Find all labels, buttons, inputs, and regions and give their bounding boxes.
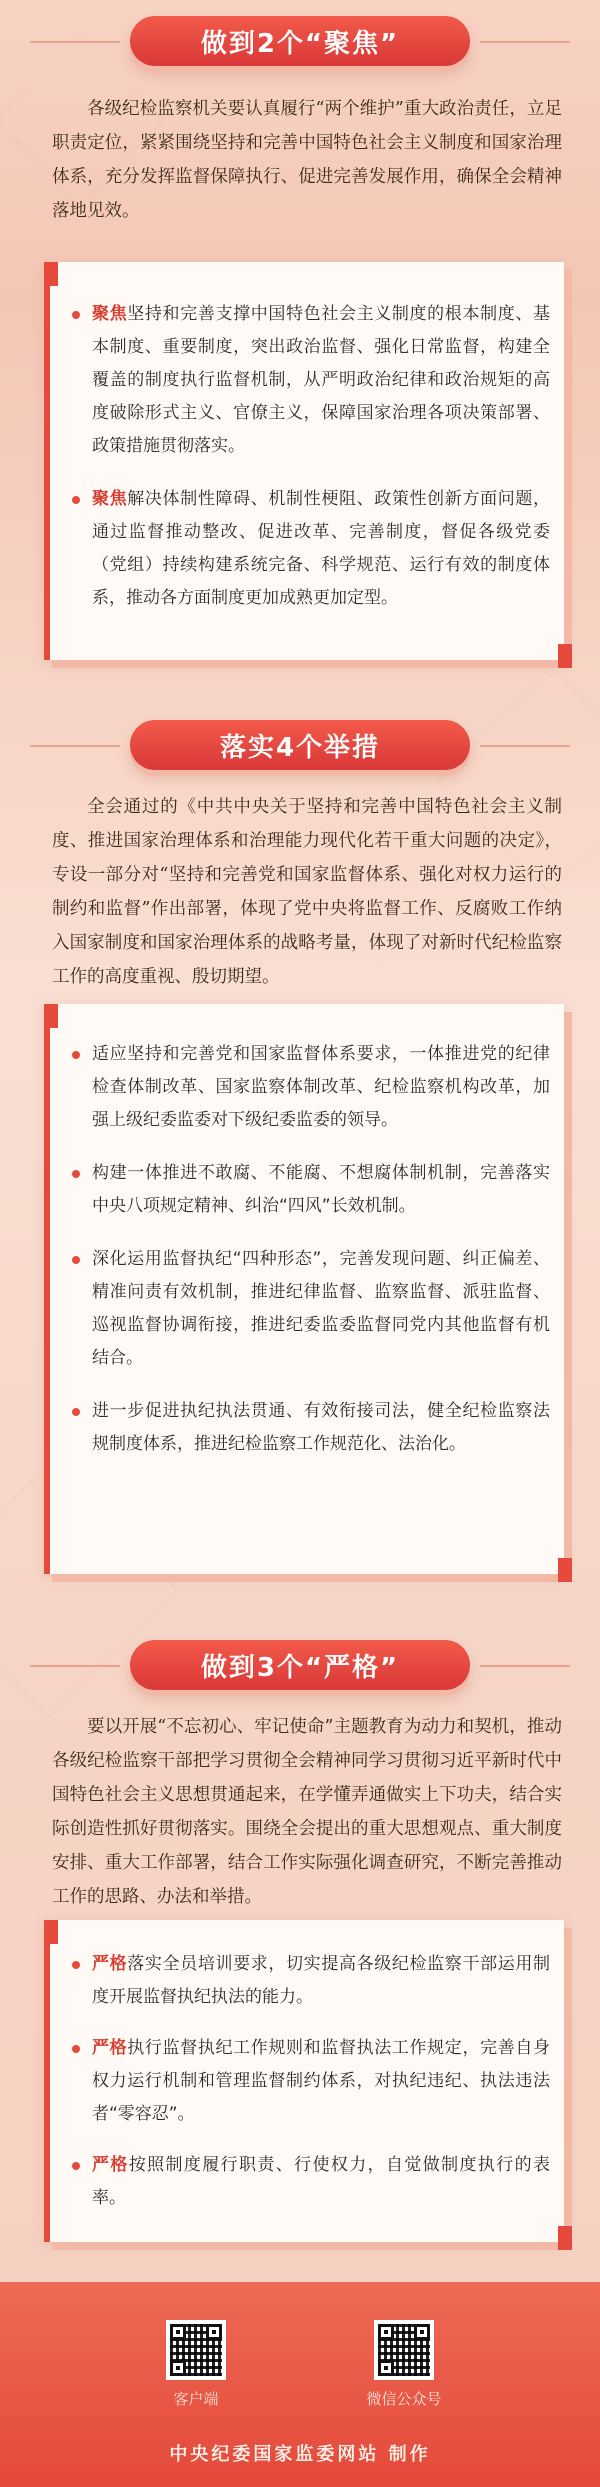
item-text: 深化运用监督执纪“四种形态”，完善发现问题、纠正偏差、精准问责有效机制，推进纪律监督、监察监督、派驻监督、巡视监督协调衔接，推进纪委监委监督同党内其他监督有机结合。 xyxy=(92,1249,550,1368)
section-3-title: 做到3个“严格” xyxy=(130,1640,470,1690)
qr-code-icon xyxy=(378,2324,430,2376)
card-accent xyxy=(558,2226,572,2250)
item-keyword: 严格 xyxy=(92,2038,128,2058)
list-item xyxy=(64,1243,550,1375)
item-text: 坚持和完善支撑中国特色社会主义制度的根本制度、基本制度、重要制度，突出政治监督、强化日常监督，构建全覆盖的制度执行监督机制，从严明政治纪律和政治规矩的高度破除形式主义、官僚主义，保障国家治理各项决策部署、政策措施贯彻落实。 xyxy=(92,304,551,456)
section-3-card xyxy=(44,1920,564,2242)
item-keyword: 严格 xyxy=(92,2155,129,2175)
item-keyword: 聚焦 xyxy=(92,489,128,509)
qr-wechat-label: 微信公众号 xyxy=(366,2390,442,2408)
item-text: 落实全员培训要求，切实提高各级纪检监察干部运用制度开展监督执纪执法的能力。 xyxy=(92,1954,551,2007)
list-item xyxy=(64,2032,550,2131)
card-accent xyxy=(44,262,58,286)
card-accent xyxy=(44,1920,58,1944)
section-1-title: 做到2个“聚焦” xyxy=(130,16,470,66)
section-3-intro: 要以开展“不忘初心、牢记使命”主题教育为动力和契机，推动各级纪检监察干部把学习贯彻全会精神同学习贯彻习近平新时代中国特色社会主义思想贯通起来，在学懂弄通做实上下功夫，结合实际创造性抓好贯彻落实。围绕全会提出的重大思想观点、重大制度安排、重大工作部署，结合工作实际强化调查研究，不断完善推动工作的思路、办法和举措。 xyxy=(52,1717,562,1907)
list-item xyxy=(64,1038,550,1137)
list-item xyxy=(64,298,550,463)
list-item xyxy=(64,483,550,615)
list-item xyxy=(64,1948,550,2014)
item-text: 按照制度履行职责、行使权力，自觉做制度执行的表率。 xyxy=(92,2155,550,2208)
list-item xyxy=(64,1395,550,1461)
card-accent xyxy=(44,1004,58,1028)
section-2-title: 落实4个举措 xyxy=(130,720,470,770)
list-item xyxy=(64,1157,550,1223)
item-text: 执行监督执纪工作规则和监督执法工作规定，完善自身权力运行机制和管理监督制约体系，对执纪违纪、执法违法者“零容忍”。 xyxy=(92,2038,551,2124)
section-1-card xyxy=(44,262,564,660)
qr-code-icon xyxy=(170,2324,222,2376)
qr-code-client[interactable] xyxy=(166,2320,226,2380)
item-text: 构建一体推进不敢腐、不能腐、不想腐体制机制，完善落实中央八项规定精神、纠治“四风”长效机制。 xyxy=(92,1163,550,1216)
footer xyxy=(0,2282,600,2487)
section-2-card xyxy=(44,1004,564,1574)
item-text: 解决体制性障碍、机制性梗阻、政策性创新方面问题，通过监督推动整改、促进改革、完善制度，督促各级党委（党组）持续构建系统完备、科学规范、运行有效的制度体系，推动各方面制度更加成熟更加定型。 xyxy=(92,489,551,608)
qr-client-label: 客户端 xyxy=(173,2390,219,2408)
list-item xyxy=(64,2149,550,2215)
card-accent xyxy=(558,1558,572,1582)
section-2-intro: 全会通过的《中共中央关于坚持和完善中国特色社会主义制度、推进国家治理体系和治理能力现代化若干重大问题的决定》，专设一部分对“坚持和完善党和国家监督体系、强化对权力运行的制约和监督”作出部署，体现了党中央将监督工作、反腐败工作纳入国家制度和国家治理体系的战略考量，体现了对新时代纪检监察工作的高度重视、殷切期望。 xyxy=(52,797,562,987)
qr-code-wechat[interactable] xyxy=(374,2320,434,2380)
producer-credit: 中央纪委国家监委网站 制作 xyxy=(169,2444,431,2465)
section-1-intro: 各级纪检监察机关要认真履行“两个维护”重大政治责任，立足职责定位，紧紧围绕坚持和完善中国特色社会主义制度和国家治理体系，充分发挥监督保障执行、促进完善发展作用，确保全会精神落地见效。 xyxy=(52,99,562,221)
item-keyword: 严格 xyxy=(92,1954,128,1974)
item-keyword: 聚焦 xyxy=(92,304,128,324)
item-text: 适应坚持和完善党和国家监督体系要求，一体推进党的纪律检查体制改革、国家监察体制改革、纪检监察机构改革，加强上级纪委监委对下级纪委监委的领导。 xyxy=(92,1044,550,1130)
item-text: 进一步促进执纪执法贯通、有效衔接司法，健全纪检监察法规制度体系，推进纪检监察工作规范化、法治化。 xyxy=(92,1401,550,1454)
card-accent xyxy=(558,644,572,668)
